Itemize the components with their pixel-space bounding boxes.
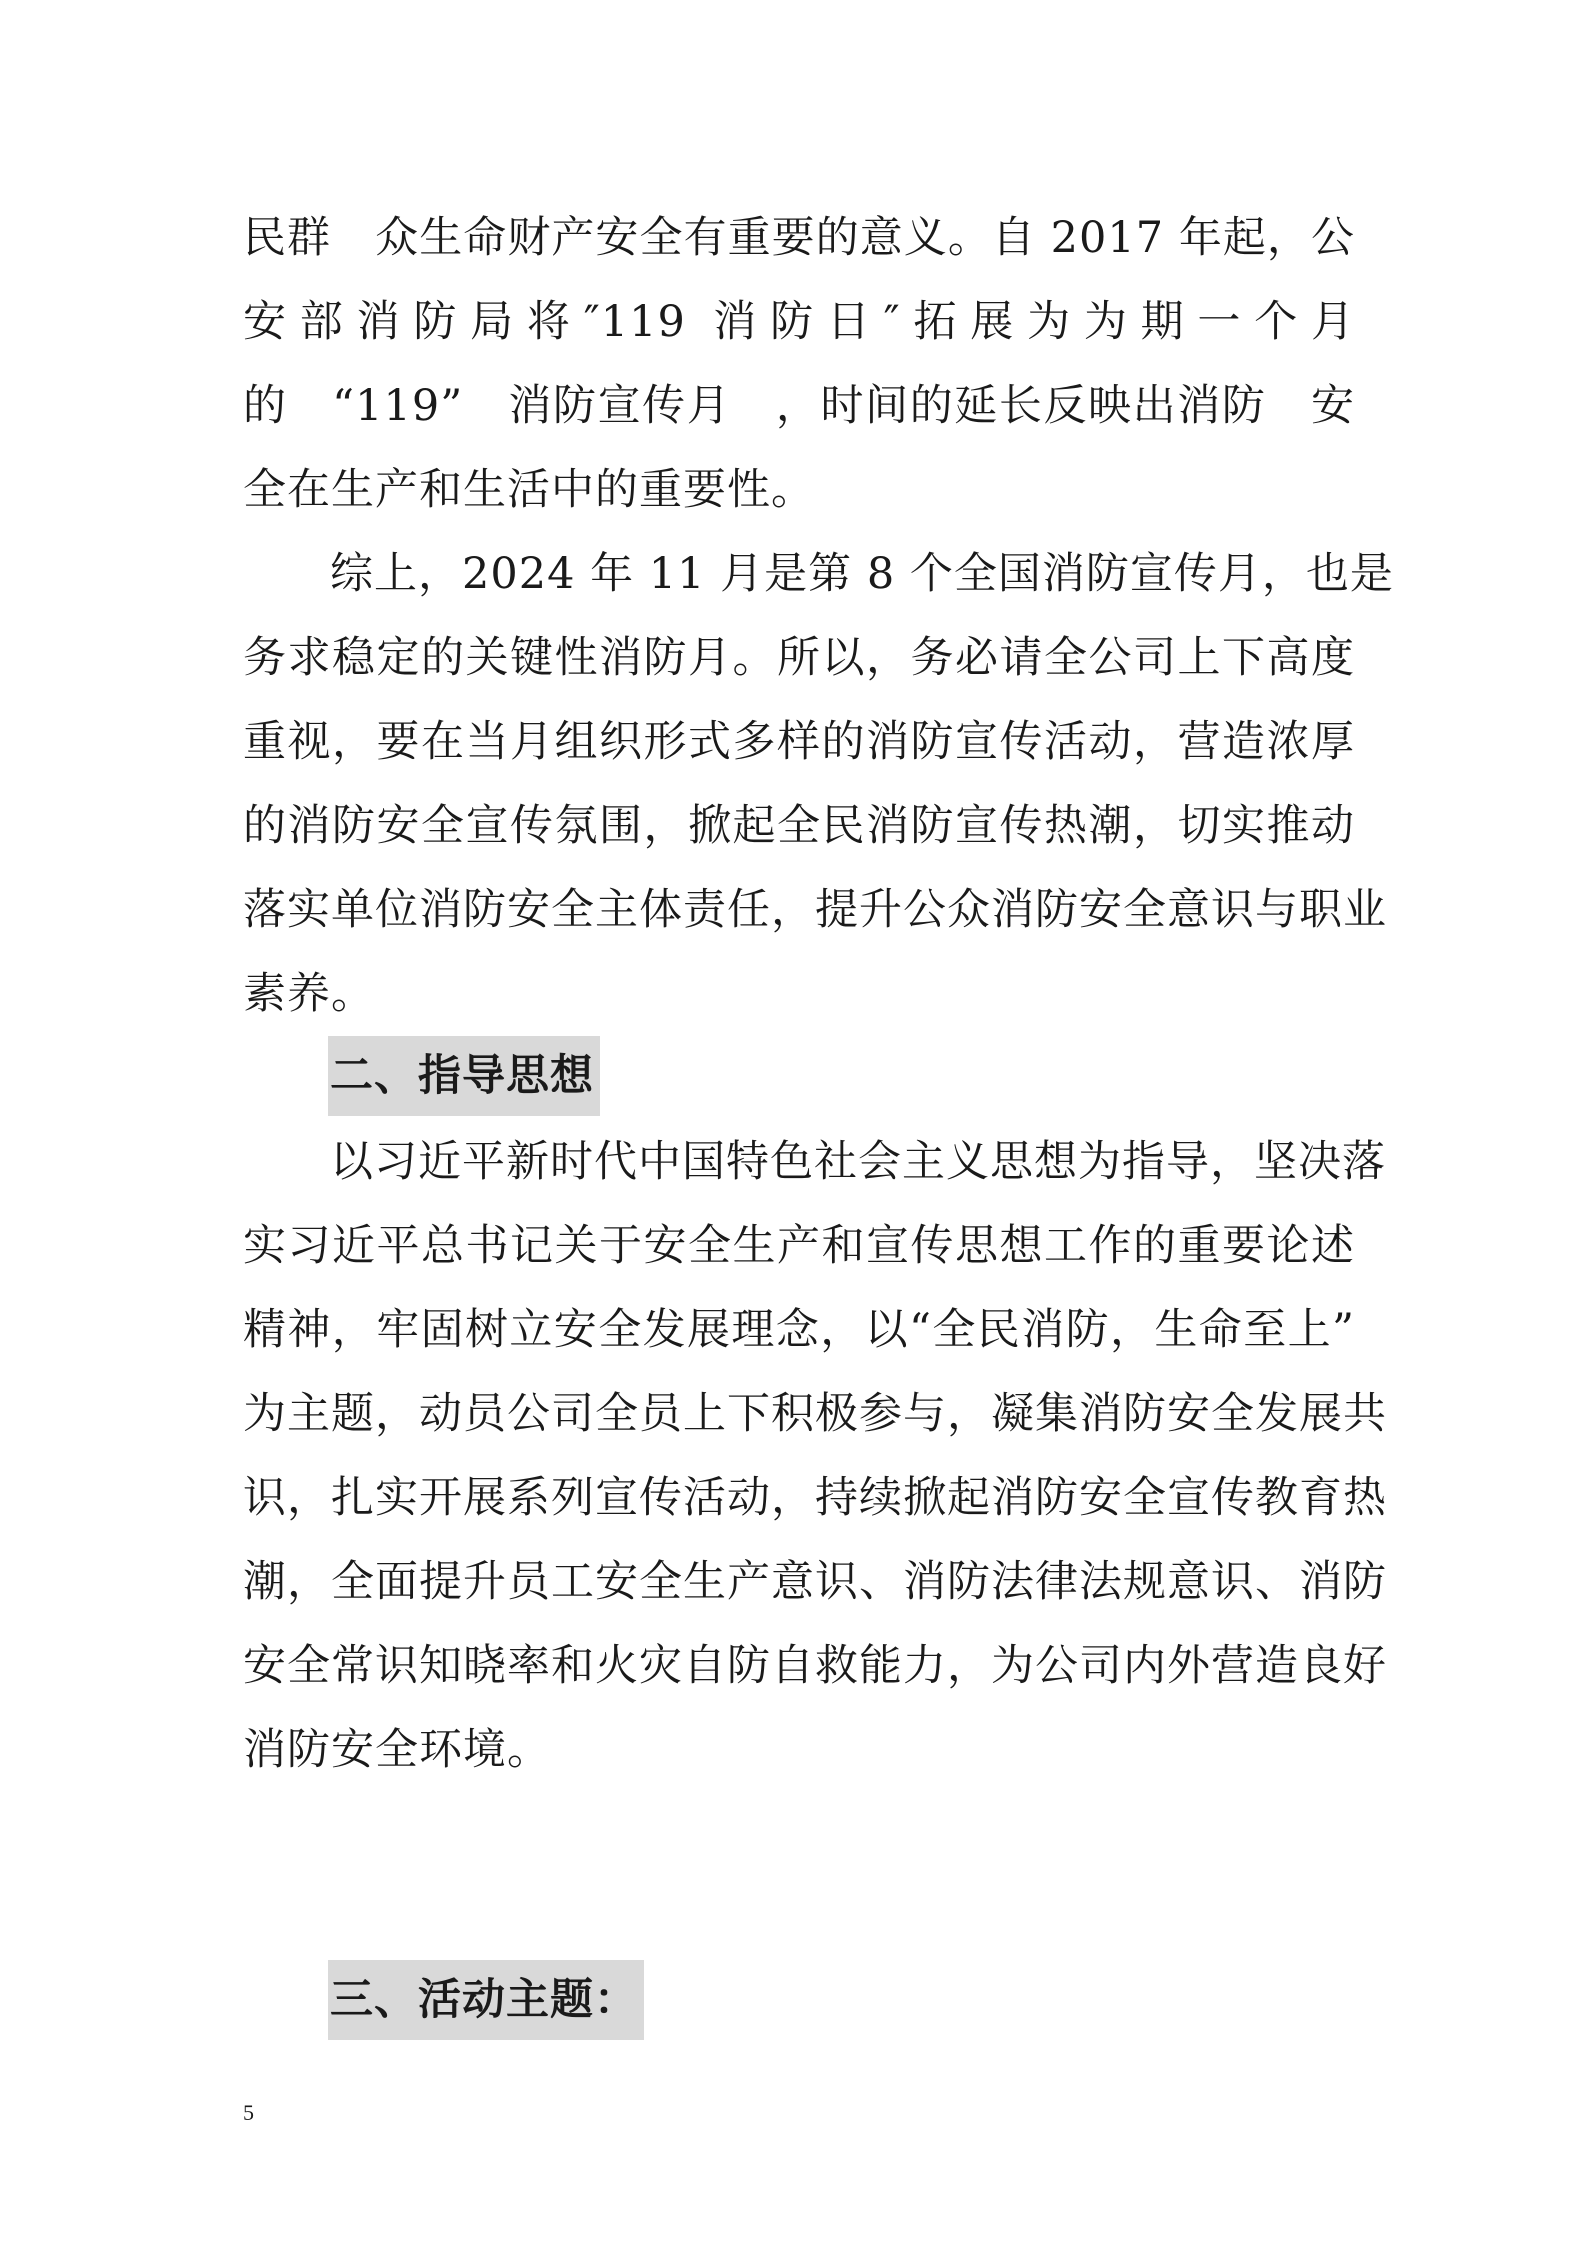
paragraph-1-line-2: 安部消防局将″119 消防日″拓展为为期一个月 (243, 297, 1355, 347)
paragraph-3-line-3: 精神，牢固树立安全发展理念，以“全民消防，生命至上” (243, 1305, 1355, 1355)
paragraph-3-line-8: 消防安全环境。 (243, 1725, 551, 1775)
paragraph-3-line-6: 潮，全面提升员工安全生产意识、消防法律法规意识、消防 (243, 1557, 1387, 1607)
paragraph-1-line-3: 的 “119” 消防宣传月 ，时间的延长反映出消防 安 (243, 381, 1355, 431)
paragraph-2-line-2: 务求稳定的关键性消防月。所以，务必请全公司上下高度 (243, 633, 1355, 683)
paragraph-3-line-1: 以习近平新时代中国特色社会主义思想为指导，坚决落 (330, 1137, 1386, 1187)
paragraph-2-line-5: 落实单位消防安全主体责任，提升公众消防安全意识与职业 (243, 885, 1387, 935)
paragraph-3-line-4: 为主题，动员公司全员上下积极参与，凝集消防安全发展共 (243, 1389, 1387, 1439)
paragraph-2-line-3: 重视，要在当月组织形式多样的消防宣传活动，营造浓厚 (243, 717, 1355, 767)
paragraph-3-line-7: 安全常识知晓率和火灾自防自救能力，为公司内外营造良好 (243, 1641, 1387, 1691)
paragraph-1-line-1: 民群 众生命财产安全有重要的意义。自 2017 年起，公 (243, 213, 1355, 263)
section-heading-guiding-ideology: 二、指导思想 (328, 1036, 600, 1116)
paragraph-2-line-6: 素养。 (243, 969, 375, 1019)
paragraph-1-line-4: 全在生产和生活中的重要性。 (243, 465, 815, 515)
page-number: 5 (243, 2100, 254, 2125)
paragraph-3-line-5: 识，扎实开展系列宣传活动，持续掀起消防安全宣传教育热 (243, 1473, 1387, 1523)
paragraph-3-line-2: 实习近平总书记关于安全生产和宣传思想工作的重要论述 (243, 1221, 1355, 1271)
paragraph-2-line-1: 综上，2024 年 11 月是第 8 个全国消防宣传月，也是 (330, 549, 1394, 599)
paragraph-2-line-4: 的消防安全宣传氛围，掀起全民消防宣传热潮，切实推动 (243, 801, 1355, 851)
section-heading-activity-theme: 三、活动主题： (328, 1960, 644, 2040)
